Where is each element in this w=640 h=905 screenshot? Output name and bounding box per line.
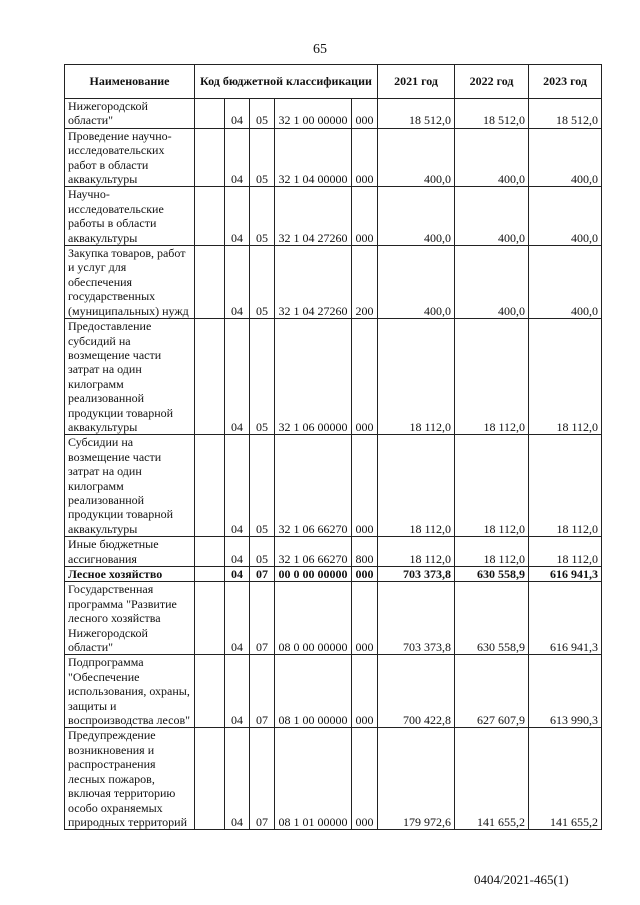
row-code-subsection: 07 (250, 655, 275, 728)
row-code-section: 04 (225, 319, 250, 435)
row-code-target: 32 1 06 66270 (275, 435, 352, 537)
row-code-subsection: 05 (250, 246, 275, 319)
row-code-section: 04 (225, 246, 250, 319)
table-row (65, 567, 602, 582)
row-code-target: 00 0 00 00000 (275, 567, 352, 582)
row-value-2022: 630 558,9 (455, 582, 529, 655)
row-value-2023: 18 112,0 (529, 537, 602, 567)
row-code-type: 000 (352, 319, 378, 435)
row-code-section: 04 (225, 128, 250, 187)
row-code-target: 32 1 06 66270 (275, 537, 352, 567)
row-code-subsection: 05 (250, 435, 275, 537)
row-name: Проведение научно-исследовательских работ в области аквакультуры (65, 128, 195, 187)
table-row (65, 246, 602, 319)
table-row (65, 537, 602, 567)
row-name: Научно-исследовательские работы в области аквакультуры (65, 187, 195, 246)
row-code-blank (195, 128, 225, 187)
row-value-2021: 400,0 (378, 246, 455, 319)
table-row (65, 187, 602, 246)
row-code-target: 32 1 04 00000 (275, 128, 352, 187)
budget-table (64, 64, 602, 830)
row-value-2022: 630 558,9 (455, 567, 529, 582)
row-value-2023: 141 655,2 (529, 728, 602, 830)
row-name: Иные бюджетные ассигнования (65, 537, 195, 567)
row-code-type: 000 (352, 567, 378, 582)
row-code-blank (195, 319, 225, 435)
table-row (65, 99, 602, 129)
row-code-section: 04 (225, 187, 250, 246)
row-value-2023: 616 941,3 (529, 567, 602, 582)
row-value-2023: 18 112,0 (529, 435, 602, 537)
row-code-section: 04 (225, 582, 250, 655)
row-code-type: 000 (352, 187, 378, 246)
row-value-2022: 18 112,0 (455, 319, 529, 435)
page-number: 65 (313, 42, 327, 57)
row-code-type: 200 (352, 246, 378, 319)
row-name: Закупка товаров, работ и услуг для обеспечения государственных (муниципальных) нужд (65, 246, 195, 319)
row-value-2022: 627 607,9 (455, 655, 529, 728)
row-value-2021: 703 373,8 (378, 582, 455, 655)
row-value-2021: 700 422,8 (378, 655, 455, 728)
row-code-blank (195, 435, 225, 537)
row-code-type: 000 (352, 728, 378, 830)
header-code: Код бюджетной классификации (195, 65, 378, 99)
row-value-2022: 18 512,0 (455, 99, 529, 129)
row-code-subsection: 05 (250, 319, 275, 435)
row-value-2021: 18 512,0 (378, 99, 455, 129)
row-code-blank (195, 187, 225, 246)
row-code-target: 08 1 00 00000 (275, 655, 352, 728)
row-code-section: 04 (225, 655, 250, 728)
row-value-2023: 613 990,3 (529, 655, 602, 728)
table-row (65, 319, 602, 435)
row-code-blank (195, 728, 225, 830)
row-code-target: 32 1 06 00000 (275, 319, 352, 435)
row-code-subsection: 07 (250, 728, 275, 830)
row-code-blank (195, 582, 225, 655)
row-code-subsection: 05 (250, 128, 275, 187)
row-code-subsection: 05 (250, 99, 275, 129)
row-code-blank (195, 246, 225, 319)
row-code-type: 000 (352, 582, 378, 655)
row-value-2023: 400,0 (529, 187, 602, 246)
row-value-2023: 18 112,0 (529, 319, 602, 435)
table-row (65, 655, 602, 728)
row-name: Лесное хозяйство (65, 567, 195, 582)
document-footer: 0404/2021-465(1) (474, 872, 569, 887)
row-value-2023: 18 512,0 (529, 99, 602, 129)
row-code-target: 08 1 01 00000 (275, 728, 352, 830)
row-code-section: 04 (225, 435, 250, 537)
header-2021: 2021 год (378, 65, 455, 99)
row-value-2023: 616 941,3 (529, 582, 602, 655)
row-code-type: 000 (352, 435, 378, 537)
row-value-2021: 18 112,0 (378, 435, 455, 537)
row-code-section: 04 (225, 99, 250, 129)
row-value-2022: 141 655,2 (455, 728, 529, 830)
row-code-blank (195, 99, 225, 129)
row-value-2022: 400,0 (455, 187, 529, 246)
table-row (65, 582, 602, 655)
table-row (65, 728, 602, 830)
row-value-2022: 18 112,0 (455, 537, 529, 567)
row-name: Предоставление субсидий на возмещение части затрат на один килограмм реализованной продукции товарной аквакультуры (65, 319, 195, 435)
row-value-2021: 18 112,0 (378, 319, 455, 435)
row-code-blank (195, 567, 225, 582)
row-value-2021: 703 373,8 (378, 567, 455, 582)
row-code-subsection: 05 (250, 537, 275, 567)
row-name: Подпрограмма "Обеспечение использования, охраны, защиты и воспроизводства лесов" (65, 655, 195, 728)
row-value-2022: 400,0 (455, 246, 529, 319)
row-code-section: 04 (225, 567, 250, 582)
row-code-type: 800 (352, 537, 378, 567)
row-code-section: 04 (225, 537, 250, 567)
row-value-2023: 400,0 (529, 128, 602, 187)
row-name: Предупреждение возникновения и распространения лесных пожаров, включая территорию особо охраняемых природных территорий (65, 728, 195, 830)
row-name: Государственная программа "Развитие лесного хозяйства Нижегородской области" (65, 582, 195, 655)
row-code-section: 04 (225, 728, 250, 830)
row-code-type: 000 (352, 128, 378, 187)
row-name: Нижегородской области" (65, 99, 195, 129)
table-header (65, 65, 602, 99)
row-code-target: 32 1 00 00000 (275, 99, 352, 129)
row-code-subsection: 05 (250, 187, 275, 246)
row-code-type: 000 (352, 99, 378, 129)
table-row (65, 128, 602, 187)
row-value-2022: 400,0 (455, 128, 529, 187)
header-2022: 2022 год (455, 65, 529, 99)
row-code-blank (195, 537, 225, 567)
header-2023: 2023 год (529, 65, 602, 99)
table-row (65, 435, 602, 537)
row-code-target: 08 0 00 00000 (275, 582, 352, 655)
row-value-2021: 400,0 (378, 128, 455, 187)
row-value-2021: 18 112,0 (378, 537, 455, 567)
header-name: Наименование (65, 65, 195, 99)
row-value-2022: 18 112,0 (455, 435, 529, 537)
row-code-target: 32 1 04 27260 (275, 187, 352, 246)
row-value-2021: 400,0 (378, 187, 455, 246)
row-code-subsection: 07 (250, 582, 275, 655)
row-value-2023: 400,0 (529, 246, 602, 319)
row-code-type: 000 (352, 655, 378, 728)
row-code-subsection: 07 (250, 567, 275, 582)
row-value-2021: 179 972,6 (378, 728, 455, 830)
row-code-blank (195, 655, 225, 728)
row-name: Субсидии на возмещение части затрат на один килограмм реализованной продукции товарной аквакультуры (65, 435, 195, 537)
row-code-target: 32 1 04 27260 (275, 246, 352, 319)
